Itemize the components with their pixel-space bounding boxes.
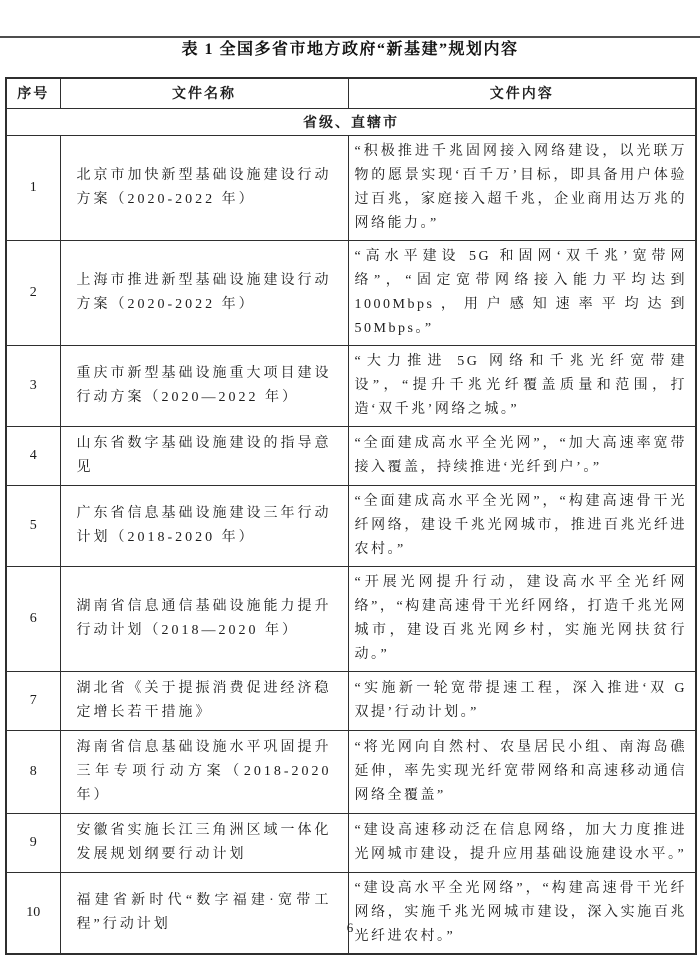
table-row <box>6 566 696 671</box>
row-number-cell: 3 <box>6 345 60 426</box>
section-label: 省级、直辖市 <box>6 108 696 135</box>
table-row <box>6 135 696 240</box>
document-content-cell: “积极推进千兆固网接入网络建设，以光联万物的愿景实现‘百千万’目标，即具备用户体验过百兆，家庭接入超千兆，企业商用达万兆的网络能力。” <box>348 135 696 240</box>
row-number-cell: 7 <box>6 671 60 730</box>
document-name-cell: 上海市推进新型基础设施建设行动方案（2020-2022 年） <box>60 240 348 345</box>
row-number-cell: 9 <box>6 813 60 872</box>
document-name-cell: 重庆市新型基础设施重大项目建设行动方案（2020—2022 年） <box>60 345 348 426</box>
table-row <box>6 872 696 954</box>
document-name-cell: 海南省信息基础设施水平巩固提升三年专项行动方案（2018-2020 年） <box>60 730 348 813</box>
header-name: 文件名称 <box>60 78 348 108</box>
row-number-cell: 4 <box>6 426 60 485</box>
document-content-cell: “全面建成高水平全光网”，“构建高速骨干光纤网络，建设千兆光网城市，推进百兆光纤进农村。” <box>348 485 696 566</box>
header-row <box>6 78 696 108</box>
document-content-cell: “大力推进 5G 网络和千兆光纤宽带建设”，“提升千兆光纤覆盖质量和范围，打造‘双千兆’网络之城。” <box>348 345 696 426</box>
document-content-cell: “全面建成高水平全光网”，“加大高速率宽带接入覆盖，持续推进‘光纤到户’。” <box>348 426 696 485</box>
table-row <box>6 240 696 345</box>
document-content-cell: “开展光网提升行动，建设高水平全光纤网络”，“构建高速骨干光纤网络，打造千兆光网城市，建设百兆光网乡村，实施光网扶贫行动。” <box>348 566 696 671</box>
row-number-cell: 10 <box>6 872 60 954</box>
document-name-cell: 湖北省《关于提振消费促进经济稳定增长若干措施》 <box>60 671 348 730</box>
document-name-cell: 广东省信息基础设施建设三年行动计划（2018-2020 年） <box>60 485 348 566</box>
document-name-cell: 山东省数字基础设施建设的指导意见 <box>60 426 348 485</box>
row-number-cell: 8 <box>6 730 60 813</box>
row-number-cell: 5 <box>6 485 60 566</box>
header-index: 序号 <box>6 78 60 108</box>
scan-edge-line <box>0 36 700 38</box>
document-content-cell: “高水平建设 5G 和固网‘双千兆’宽带网络”，“固定宽带网络接入能力平均达到 1000Mbps，用户感知速率平均达到 50Mbps。” <box>348 240 696 345</box>
row-number-cell: 2 <box>6 240 60 345</box>
document-content-cell: “建设高速移动泛在信息网络，加大力度推进光网城市建设，提升应用基础设施建设水平。” <box>348 813 696 872</box>
table-row <box>6 671 696 730</box>
table-row <box>6 730 696 813</box>
document-content-cell: “建设高水平全光网络”，“构建高速骨干光纤网络，实施千兆光网城市建设，深入实施百兆光纤进农村。” <box>348 872 696 954</box>
table-caption: 表 1 全国多省市地方政府“新基建”规划内容 <box>181 41 519 58</box>
row-number-cell: 6 <box>6 566 60 671</box>
table-row <box>6 345 696 426</box>
document-content-cell: “实施新一轮宽带提速工程，深入推进‘双 G 双提’行动计划。” <box>348 671 696 730</box>
document-name-cell: 湖南省信息通信基础设施能力提升行动计划（2018—2020 年） <box>60 566 348 671</box>
document-name-cell: 北京市加快新型基础设施建设行动方案（2020-2022 年） <box>60 135 348 240</box>
table-row <box>6 426 696 485</box>
table-row <box>6 813 696 872</box>
header-content: 文件内容 <box>348 78 696 108</box>
planning-table <box>5 77 697 955</box>
document-name-cell: 安徽省实施长江三角洲区域一体化发展规划纲要行动计划 <box>60 813 348 872</box>
table-row <box>6 485 696 566</box>
page-number: 6 <box>346 920 354 935</box>
document-content-cell: “将光网向自然村、农垦居民小组、南海岛礁延伸，率先实现光纤宽带网络和高速移动通信网络全覆盖” <box>348 730 696 813</box>
document-name-cell: 福建省新时代“数字福建·宽带工程”行动计划 <box>60 872 348 954</box>
section-row <box>6 108 696 135</box>
row-number-cell: 1 <box>6 135 60 240</box>
